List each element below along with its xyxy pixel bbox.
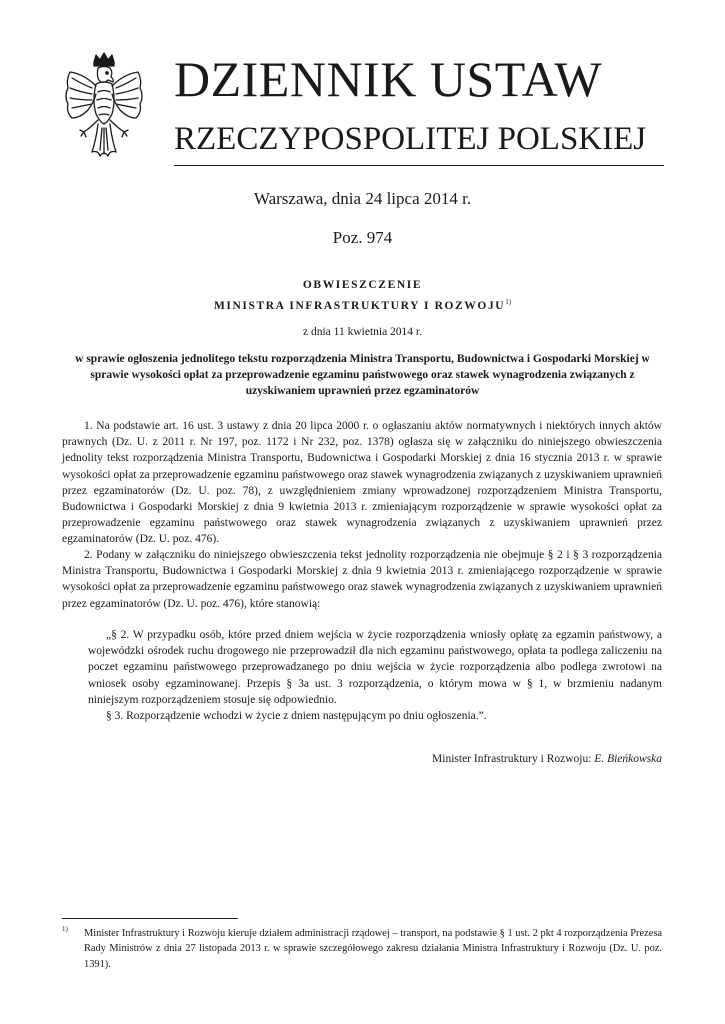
- signature-block: [432, 751, 662, 767]
- masthead-divider: [174, 165, 664, 166]
- footnote-divider: [62, 918, 238, 919]
- document-issuer-text: MINISTRA INFRASTRUKTURY I ROZWOJU: [213, 299, 506, 312]
- body-paragraph-1: 1. Na podstawie art. 16 ust. 3 ustawy z dnia 20 lipca 2000 r. o ogłaszaniu aktów normatywnych i niektórych innych aktów prawnych (Dz. U. z 2011 r. Nr 197, poz. 1172 i Nr 232, poz. 1378) ogłasza się w załączniku do niniejszego obwieszczenia jednolity tekst rozporządzenia Ministra Transportu, Budownictwa i Gospodarki Morskiej z dnia 16 stycznia 2013 r. w sprawie wysokości opłat za przeprowadzenie egzaminu państwowego oraz stawek wynagrodzenia związanych z uzyskiwaniem uprawnień przez egzaminatorów (Dz. U. poz. 78), z uwzględnieniem zmiany wprowadzonej rozporządzeniem Ministra Transportu, Budownictwa i Gospodarki Morskiej z dnia 9 kwietnia 2013 r. zmieniającym rozporządzenie w sprawie wysokości opłat za przeprowadzenie egzaminu państwowego oraz stawek wynagrodzenia związanych z uzyskiwaniem uprawnień przez egzaminatorów (Dz. U. poz. 476).: [62, 420, 662, 546]
- footnote-text: Minister Infrastruktury i Rozwoju kieruje działem administracji rządowej – transport, na podstawie § 1 ust. 2 pkt 4 rozporządzenia Prezesa Rady Ministrów z dnia 27 listopada 2013 r. w sprawie szczegółowego zakresu działania Ministra Infrastruktury i Rozwoju (Dz. U. poz. 1391).: [84, 928, 662, 970]
- white-eagle-emblem-icon: [58, 52, 150, 168]
- footnote-reference[interactable]: 1): [505, 298, 512, 306]
- quoted-section-3: § 3. Rozporządzenie wchodzi w życie z dniem następującym po dniu ogłoszenia.”.: [106, 710, 487, 722]
- signatory-name: E. Bieńkowska: [594, 753, 662, 765]
- document-type: OBWIESZCZENIE: [302, 279, 423, 291]
- document-subject: w sprawie ogłoszenia jednolitego tekstu rozporządzenia Ministra Transportu, Budownictwa i Gospodarki Morskiej w sprawie wysokości opłat za przeprowadzenie egzaminu państwowego oraz stawek wynagrodzenia związanych z uzyskiwaniem uprawnień przez egzaminatorów: [75, 353, 650, 397]
- body-paragraph-2: 2. Podany w załączniku do niniejszego obwieszczenia tekst jednolity rozporządzenia nie obejmuje § 2 i § 3 rozporządzenia Ministra Transportu, Budownictwa i Gospodarki Morskiej z dnia 9 kwietnia 2013 r. zmieniającego rozporządzenie w sprawie wysokości opłat za przeprowadzenie egzaminu państwowego oraz stawek wynagrodzenia związanych z uzyskiwaniem uprawnień przez egzaminatorów (Dz. U. poz. 476), które stanowią:: [62, 549, 662, 610]
- issue-date: Warszawa, dnia 24 lipca 2014 r.: [253, 189, 472, 208]
- signatory-role: Minister Infrastruktury i Rozwoju:: [432, 753, 595, 765]
- quoted-section-2: „§ 2. W przypadku osób, które przed dniem wejścia w życie rozporządzenia wniosły opłatę za egzamin państwowy, a wojewódzki ośrodek ruchu drogowego nie przeprowadził dla nich egzaminu państwowego, opłata ta podlega zaliczeniu na poczet egzaminu państwowego przeprowadzanego po dniu wejścia w życie rozporządzenia albo podlega zwrotowi na wniosek osoby egzaminowanej. Przepis § 3a ust. 3 rozporządzenia, o którym mowa w § 1, w brzmieniu nadanym niniejszym rozporządzeniem stosuje się odpowiednio.: [88, 629, 662, 706]
- journal-title: DZIENNIK USTAW: [174, 51, 603, 107]
- issue-position: Poz. 974: [332, 228, 393, 247]
- journal-subtitle: RZECZYPOSPOLITEJ POLSKIEJ: [174, 121, 647, 157]
- document-issuer: [0, 294, 725, 314]
- document-date: z dnia 11 kwietnia 2014 r.: [302, 326, 423, 338]
- footnote-marker: 1): [62, 925, 68, 933]
